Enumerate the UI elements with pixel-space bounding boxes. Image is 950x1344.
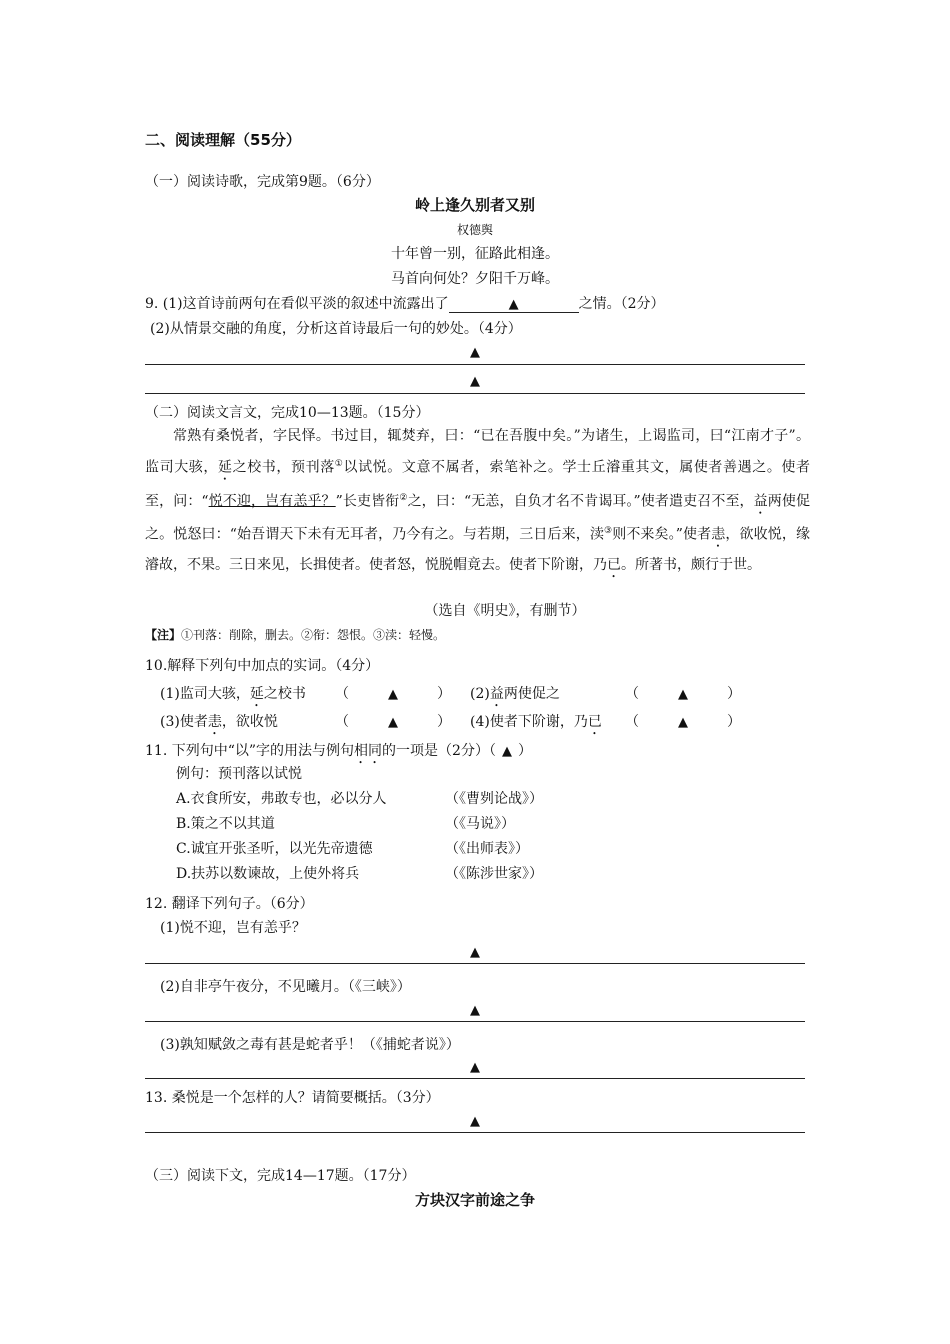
answer-line[interactable] [145,364,805,365]
q10-item-3 [160,711,278,738]
question-13: 13. 桑悦是一个怎样的人？请简要概括。（3分） [145,1090,440,1106]
q11-text: 的一项是（2分）（ [382,743,496,759]
q11-example: 例句：预刊落以试悦 [176,766,302,782]
footnote-mark: ② [399,492,408,503]
q11-option-d-source: （《陈涉世家》） [445,866,543,882]
q12-sentence-1: (1)悦不迎，岂有恙乎？ [160,920,306,936]
poem-line-1: 十年曾一别，征路此相逢。 [391,246,559,262]
q10-text: (3)使者 [160,714,208,730]
paren: （ [625,714,639,730]
q11-option-b[interactable]: B.策之不以其道 [176,816,275,832]
q11-option-c-source: （《出师表》） [445,841,529,857]
part3-intro: （三）阅读下文，完成14—17题。（17分） [145,1168,416,1184]
article-title: 方块汉字前途之争 [414,1191,535,1209]
answer-blank[interactable] [449,296,579,313]
part2-intro: （二）阅读文言文，完成10—13题。（15分） [145,405,430,421]
poem-title: 岭上逢久别者又别 [414,196,535,214]
passage-text: 之，曰：“无恙，自负才名不肯谒耳。”使者遣吏召不至， [407,493,754,510]
dotted-word: 延 [249,686,264,702]
dotted-word: 已 [607,556,621,573]
answer-line[interactable] [145,1132,805,1133]
paren: ） [727,686,741,702]
poem-author: 权德舆 [456,223,493,237]
q10-text: (4)使者下阶谢，乃 [470,714,588,730]
q10-answer-4[interactable] [625,711,741,731]
answer-marker: ▲ [388,715,398,730]
paren: （ [335,714,349,730]
answer-marker: ▲ [508,297,519,312]
answer-marker: ▲ [678,687,688,702]
passage-text: ”长吏皆衔 [335,493,400,510]
dotted-word: 益 [753,493,768,510]
answer-marker: ▲ [388,687,398,702]
part1-intro: （一）阅读诗歌，完成第9题。（6分） [145,174,380,190]
dotted-word: 益 [489,686,504,702]
q11-text: ） [517,743,532,759]
dotted-word: 恚 [711,526,726,543]
answer-marker: ▲ [470,345,480,360]
passage-text: 两使促之。悦怒曰：“始吾谓天下未有无耳者，乃今有之。与若期，三日后来，渎 [145,493,810,543]
dotted-word: 延 [218,459,233,476]
answer-marker: ▲ [470,1060,480,1075]
q9-1-prefix: 9. (1)这首诗前两句在看似平淡的叙述中流露出了 [145,296,449,312]
answer-line[interactable] [145,393,805,394]
q10-text: 之校书 [263,686,306,702]
answer-line[interactable] [145,1021,805,1022]
paren: ） [437,686,451,702]
passage-text: 则不来矣。”使者 [612,526,712,543]
q11-option-a[interactable]: A.衣食所安，弗敢专也，必以分人 [176,791,387,807]
q11-option-b-source: （《马说》） [445,816,515,832]
note-text: ①刊落：削除，删去。②衔：怨恨。③渎：轻慢。 [181,628,446,642]
passage-text: ，欲收悦，缘濬故，不果。三日来见，长揖使者。使者怒，悦脱帽竟去。使者下阶谢，乃 [145,526,811,573]
question-10: 10.解释下列句中加点的实词。（4分） [145,658,380,674]
q10-answer-2[interactable] [625,683,741,703]
q10-text: (1)监司大骇， [160,686,250,702]
paren: （ [335,686,349,702]
passage-source: （选自《明史》，有删节） [424,603,586,619]
q10-item-4 [470,711,602,738]
answer-marker[interactable]: ▲ [501,744,512,759]
answer-marker: ▲ [678,715,688,730]
note-label: 【注】 [145,628,182,642]
passage-text: 以试悦。文意不属者，索笔补之。学士丘濬重其文，属使者善遇之。使者至，问：“ [145,459,811,510]
footnote-mark: ③ [604,526,613,537]
q11-option-d[interactable]: D.扶苏以数谏故，上使外将兵 [176,866,360,882]
q10-answer-3[interactable] [335,711,451,731]
answer-line[interactable] [145,963,805,964]
q10-text: ，欲收悦 [221,714,278,730]
passage-text: 之校书，预刊落 [232,459,335,476]
poem-line-2: 马首向何处？夕阳千万峰。 [391,271,559,287]
answer-marker: ▲ [470,1114,480,1129]
underlined-sentence: 悦不迎，岂有恙乎？ [208,493,336,510]
passage-notes [145,626,445,643]
answer-line[interactable] [145,1078,805,1079]
footnote-mark: ① [334,459,344,469]
dotted-word: 恚 [207,714,222,730]
q10-answer-1[interactable] [335,683,451,703]
q10-item-2 [470,683,560,710]
q9-1-suffix: 之情。（2分） [578,296,665,312]
q12-sentence-2: (2)自非亭午夜分，不见曦月。（《三峡》） [160,979,411,995]
question-12: 12. 翻译下列句子。（6分） [145,896,314,912]
q10-text: 两使促之 [503,686,560,702]
dotted-word: 相同 [354,743,383,759]
q11-option-c[interactable]: C.诚宜开张圣听，以光先帝遗德 [176,841,373,857]
q10-item-1 [160,683,306,710]
q11-option-a-source: （《曹刿论战》） [445,791,543,807]
dotted-word: 已 [587,714,602,730]
passage-text: 常熟有桑悦者，字民怿。书过目，辄焚弃，曰：“已在吾腹中矣。”为诸生，上谒监司，曰“江南才子”。监司大骇， [145,428,810,476]
question-9-2: (2)从情景交融的角度，分析这首诗最后一句的妙处。（4分） [150,321,522,337]
paren: （ [625,686,639,702]
q12-sentence-3: (3)孰知赋敛之毒有甚是蛇者乎！（《捕蛇者说》） [160,1037,460,1053]
paren: ） [437,714,451,730]
q10-text: (2) [470,686,490,702]
paren: ） [727,714,741,730]
q11-text: 11. 下列句中“以”字的用法与例句 [145,743,355,759]
question-9-1 [145,293,665,313]
passage-text: 。所著书，颇行于世。 [621,556,761,573]
answer-marker: ▲ [470,1003,480,1018]
answer-marker: ▲ [470,374,480,389]
section-title: 二、阅读理解（55分） [145,131,301,149]
answer-marker: ▲ [470,945,480,960]
classical-passage [145,422,810,581]
